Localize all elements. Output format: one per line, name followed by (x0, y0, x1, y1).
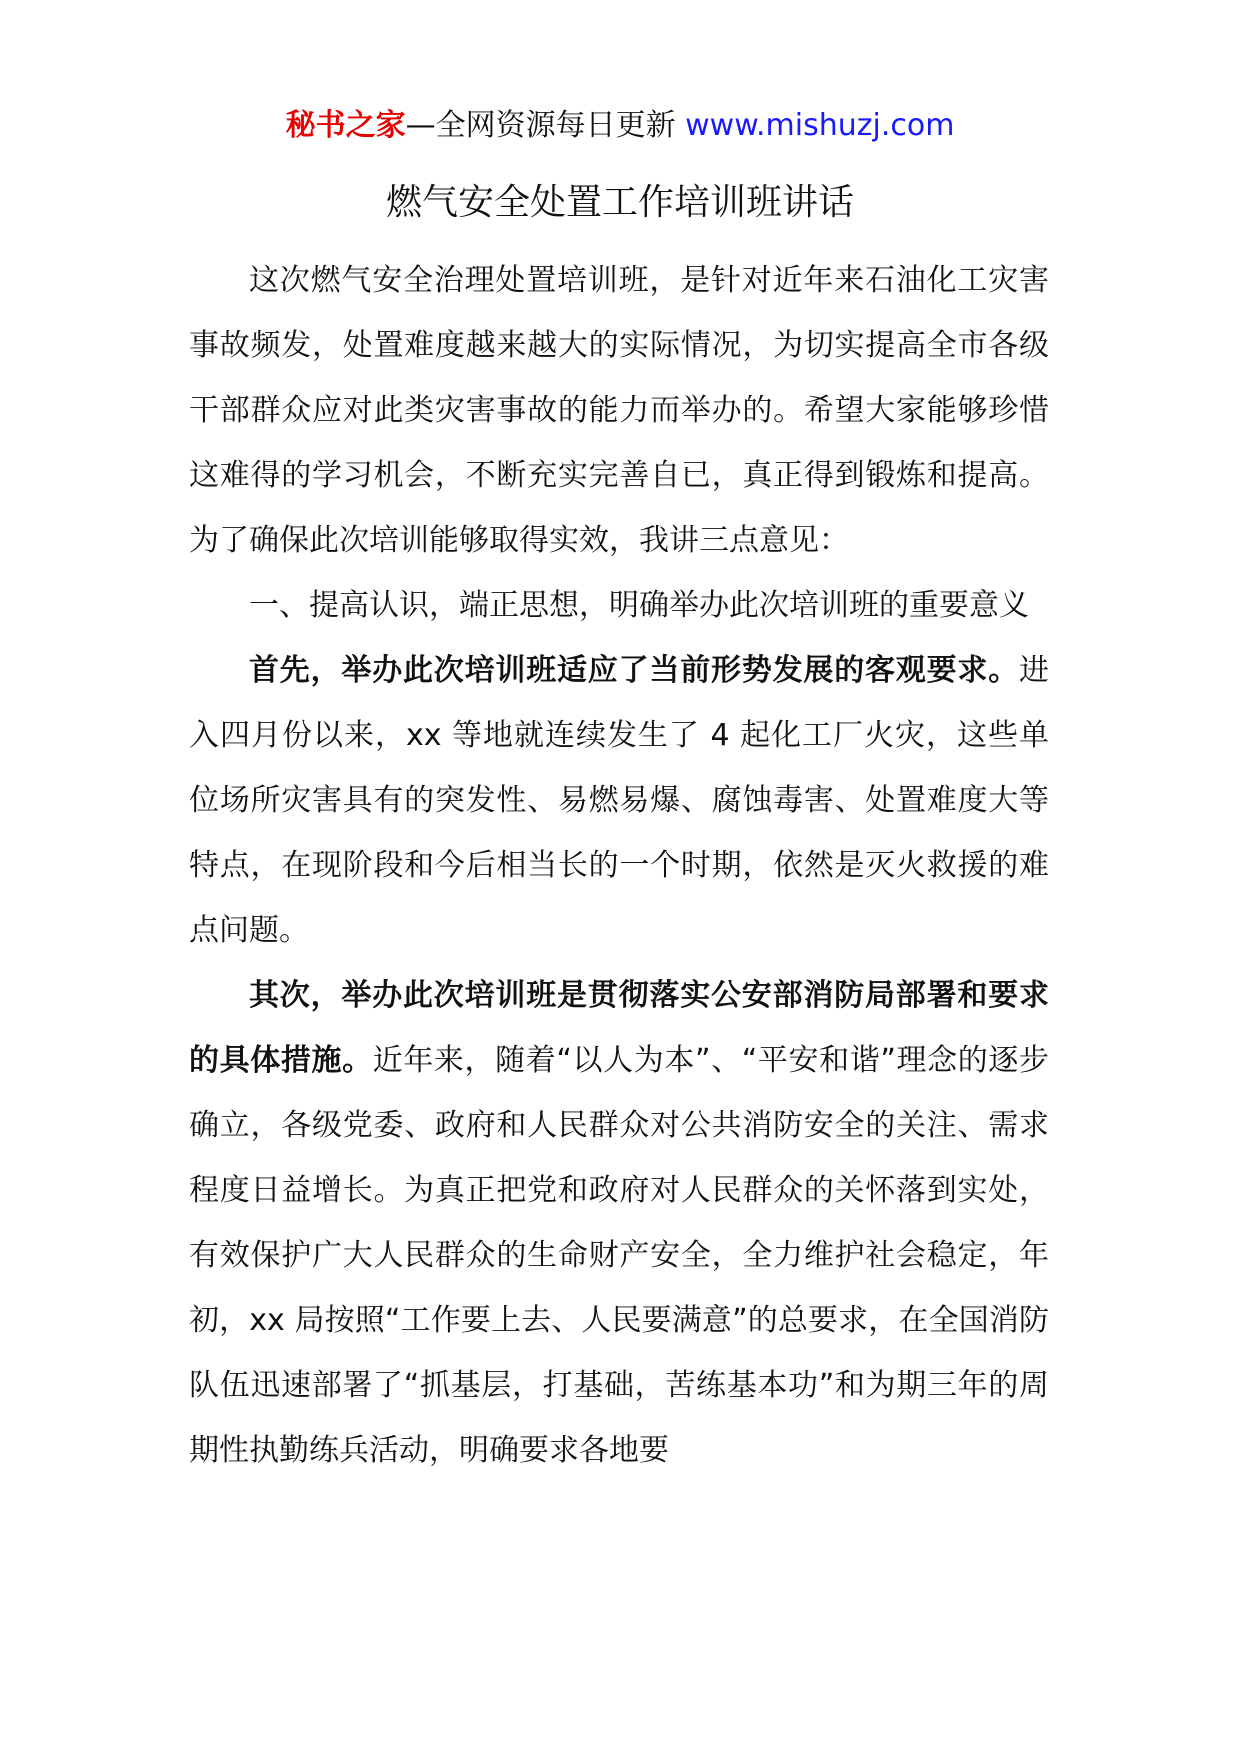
first-point-lead: 首先，举办此次培训班适应了当前形势发展的客观要求。 (249, 653, 1019, 688)
brand-name: 秘书之家 (285, 108, 406, 143)
first-point-text: 进入四月份以来，xx 等地就连续发生了 4 起化工厂火灾，这些单位场所灾害具有的突发性、易燃易爆、腐蚀毒害、处置难度大等特点，在现阶段和今后相当长的一个时期，依然是灭火救援的难点问题。 (189, 653, 1049, 948)
paragraph-second-point (189, 963, 1049, 1483)
section-heading-text: 一、提高认识，端正思想，明确举办此次培训班的重要意义 (249, 588, 1029, 623)
document-title: 燃气安全处置工作培训班讲话 (385, 182, 854, 223)
document-body (189, 248, 1049, 1483)
paragraph-intro (189, 248, 1049, 573)
paragraph-section-heading (189, 573, 1049, 638)
second-point-text: 近年来，随着“以人为本”、“平安和谐”理念的逐步确立，各级党委、政府和人民群众对公共消防安全的关注、需求程度日益增长。为真正把党和政府对人民群众的关怀落到实处，有效保护广大人民群众的生命财产安全，全力维护社会稳定，年初，xx 局按照“工作要上去、人民要满意”的总要求，在全国消防队伍迅速部署了“抓基层，打基础，苦练基本功”和为期三年的周期性执勤练兵活动，明确要求各地要 (189, 1043, 1050, 1468)
second-point-lead: 其次，举办此次培训班是贯彻落实公安部消防局部署和要求的具体措施。 (189, 978, 1049, 1078)
header-url-link[interactable]: www.mishuzj.com (685, 108, 955, 143)
paragraph-intro-text: 这次燃气安全治理处置培训班，是针对近年来石油化工灾害事故频发，处置难度越来越大的实际情况，为切实提高全市各级干部群众应对此类灾害事故的能力而举办的。希望大家能够珍惜这难得的学习机会，不断充实完善自已，真正得到锻炼和提高。为了确保此次培训能够取得实效，我讲三点意见： (189, 263, 1049, 558)
site-header (0, 104, 1240, 148)
header-tagline: —全网资源每日更新 (405, 108, 686, 143)
paragraph-first-point (189, 638, 1049, 963)
